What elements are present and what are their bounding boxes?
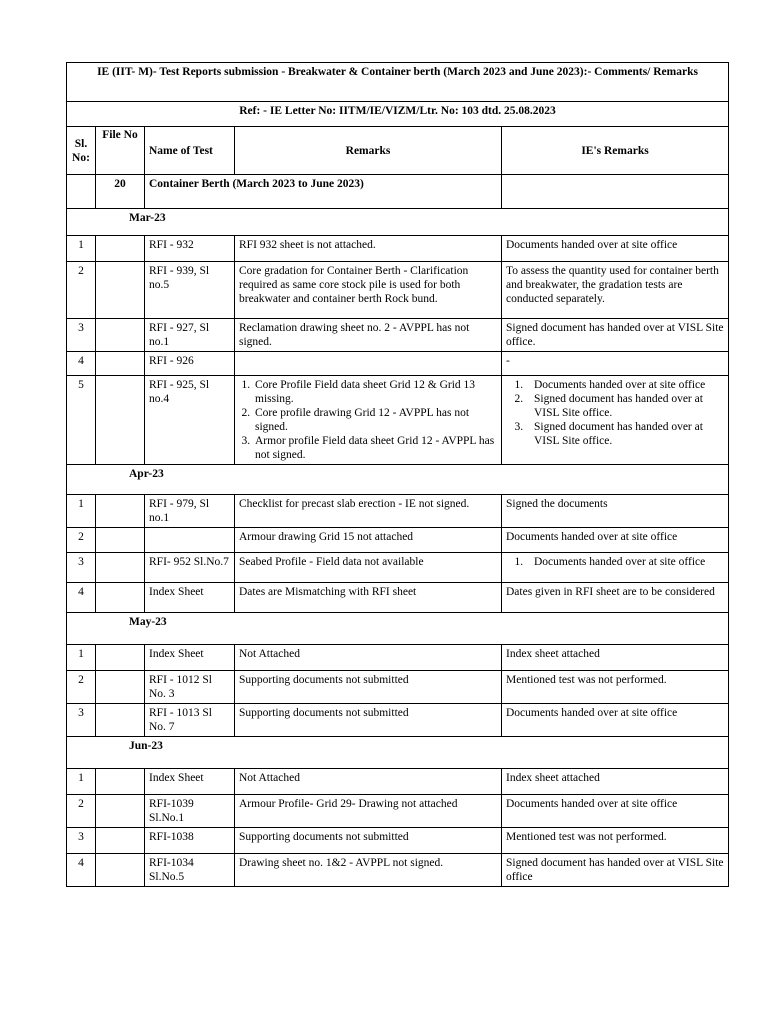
header-sl-no: Sl. No: <box>67 127 96 175</box>
ie-remarks-cell: Documents handed over at site office <box>502 704 729 737</box>
list-item: 1. Documents handed over at site office <box>526 378 724 392</box>
sl-cell: 4 <box>67 352 96 376</box>
table-row <box>67 376 729 465</box>
table-row <box>67 352 729 376</box>
file-cell <box>96 262 145 319</box>
month-row <box>67 209 729 236</box>
list-item: 1. Documents handed over at site office <box>526 555 724 569</box>
file-cell <box>96 854 145 887</box>
file-cell <box>96 236 145 262</box>
remarks-table <box>66 62 729 887</box>
test-name-cell: RFI - 979, Sl no.1 <box>145 495 235 528</box>
remarks-cell: Dates are Mismatching with RFI sheet <box>235 583 502 613</box>
test-name-cell: RFI - 925, Sl no.4 <box>145 376 235 465</box>
month-row <box>67 613 729 645</box>
test-name-cell <box>145 528 235 553</box>
ie-remarks-cell: - <box>502 352 729 376</box>
test-name-cell: RFI - 1013 Sl No. 7 <box>145 704 235 737</box>
section-file-no: 20 <box>96 175 145 209</box>
sl-cell: 2 <box>67 528 96 553</box>
file-cell <box>96 645 145 671</box>
test-name-cell: RFI - 932 <box>145 236 235 262</box>
remarks-cell: Supporting documents not submitted <box>235 828 502 854</box>
numbered-list <box>506 378 724 448</box>
file-cell <box>96 583 145 613</box>
sl-cell: 1 <box>67 645 96 671</box>
test-name-cell: RFI-1039 Sl.No.1 <box>145 795 235 828</box>
remarks-cell: Supporting documents not submitted <box>235 704 502 737</box>
ie-remarks-cell <box>502 553 729 583</box>
test-name-cell: Index Sheet <box>145 583 235 613</box>
table-row <box>67 671 729 704</box>
sl-cell: 4 <box>67 583 96 613</box>
section-name: Container Berth (March 2023 to June 2023) <box>145 175 502 209</box>
test-name-cell: RFI- 952 Sl.No.7 <box>145 553 235 583</box>
ie-remarks-cell: Mentioned test was not performed. <box>502 828 729 854</box>
table-row <box>67 528 729 553</box>
sl-cell: 3 <box>67 704 96 737</box>
remarks-cell: Seabed Profile - Field data not available <box>235 553 502 583</box>
test-name-cell: RFI - 1012 Sl No. 3 <box>145 671 235 704</box>
table-row <box>67 769 729 795</box>
month-row <box>67 465 729 495</box>
file-cell <box>96 704 145 737</box>
ie-remarks-cell: Signed document has handed over at VISL Site office. <box>502 319 729 352</box>
test-name-cell: RFI-1038 <box>145 828 235 854</box>
file-cell <box>96 352 145 376</box>
list-item: 2. Core profile drawing Grid 12 - AVPPL has not signed. <box>253 406 497 434</box>
ie-remarks-cell: Index sheet attached <box>502 645 729 671</box>
table-row <box>67 795 729 828</box>
sl-cell: 2 <box>67 671 96 704</box>
file-cell <box>96 319 145 352</box>
numbered-list <box>506 555 724 569</box>
file-cell <box>96 795 145 828</box>
ie-remarks-cell: Signed document has handed over at VISL Site office <box>502 854 729 887</box>
ie-remarks-cell: Signed the documents <box>502 495 729 528</box>
header-file-no: File No <box>96 127 145 175</box>
list-item: 1. Core Profile Field data sheet Grid 12 & Grid 13 missing. <box>253 378 497 406</box>
remarks-cell: Not Attached <box>235 769 502 795</box>
remarks-cell: Checklist for precast slab erection - IE not signed. <box>235 495 502 528</box>
column-header-row <box>67 127 729 175</box>
table-row <box>67 236 729 262</box>
month-heading: Jun-23 <box>67 737 729 769</box>
test-name-cell: Index Sheet <box>145 645 235 671</box>
month-row <box>67 737 729 769</box>
section-row <box>67 175 729 209</box>
title-row <box>67 63 729 102</box>
remarks-cell: Armour drawing Grid 15 not attached <box>235 528 502 553</box>
sl-cell: 1 <box>67 495 96 528</box>
file-cell <box>96 553 145 583</box>
sl-cell: 4 <box>67 854 96 887</box>
table-row <box>67 645 729 671</box>
list-item: 2. Signed document has handed over at VISL Site office. <box>526 392 724 420</box>
header-ie-remarks: IE's Remarks <box>502 127 729 175</box>
remarks-cell: Not Attached <box>235 645 502 671</box>
sl-cell: 2 <box>67 262 96 319</box>
remarks-cell: Reclamation drawing sheet no. 2 - AVPPL has not signed. <box>235 319 502 352</box>
ie-remarks-cell: Documents handed over at site office <box>502 795 729 828</box>
remarks-cell <box>235 352 502 376</box>
file-cell <box>96 495 145 528</box>
remarks-cell: Core gradation for Container Berth - Clarification required as same core stock pile is used for both breakwater and container berth Rock bund. <box>235 262 502 319</box>
ie-remarks-cell: Documents handed over at site office <box>502 528 729 553</box>
sl-cell: 3 <box>67 319 96 352</box>
header-name-of-test: Name of Test <box>145 127 235 175</box>
remarks-cell: Armour Profile- Grid 29- Drawing not attached <box>235 795 502 828</box>
file-cell <box>96 376 145 465</box>
table-row <box>67 553 729 583</box>
remarks-cell <box>235 376 502 465</box>
file-cell <box>96 671 145 704</box>
ref-row <box>67 102 729 127</box>
sl-cell: 1 <box>67 769 96 795</box>
test-name-cell: RFI-1034 Sl.No.5 <box>145 854 235 887</box>
file-cell <box>96 828 145 854</box>
remarks-cell: RFI 932 sheet is not attached. <box>235 236 502 262</box>
ie-remarks-cell: To assess the quantity used for container berth and breakwater, the gradation tests are conducted separately. <box>502 262 729 319</box>
test-name-cell: RFI - 927, Sl no.1 <box>145 319 235 352</box>
table-row <box>67 704 729 737</box>
test-name-cell: Index Sheet <box>145 769 235 795</box>
table-row <box>67 262 729 319</box>
reference-line: Ref: - IE Letter No: IITM/IE/VIZM/Ltr. No: 103 dtd. 25.08.2023 <box>67 102 729 127</box>
table-row <box>67 495 729 528</box>
document-title: IE (IIT- M)- Test Reports submission - Breakwater & Container berth (March 2023 and June 2023):- Comments/ Remarks <box>67 63 729 102</box>
sl-cell: 3 <box>67 553 96 583</box>
ie-remarks-cell <box>502 376 729 465</box>
list-item: 3. Signed document has handed over at VISL Site office. <box>526 420 724 448</box>
remarks-cell: Drawing sheet no. 1&2 - AVPPL not signed. <box>235 854 502 887</box>
month-heading: Apr-23 <box>67 465 729 495</box>
numbered-list <box>239 378 497 462</box>
month-heading: Mar-23 <box>67 209 729 236</box>
sl-cell: 1 <box>67 236 96 262</box>
table-row <box>67 854 729 887</box>
ie-remarks-cell: Documents handed over at site office <box>502 236 729 262</box>
sl-cell: 5 <box>67 376 96 465</box>
ie-remarks-cell: Mentioned test was not performed. <box>502 671 729 704</box>
ie-remarks-cell: Index sheet attached <box>502 769 729 795</box>
table-row <box>67 583 729 613</box>
sl-cell: 2 <box>67 795 96 828</box>
table-row <box>67 828 729 854</box>
file-cell <box>96 769 145 795</box>
ie-remarks-cell: Dates given in RFI sheet are to be considered <box>502 583 729 613</box>
sl-cell: 3 <box>67 828 96 854</box>
test-name-cell: RFI - 926 <box>145 352 235 376</box>
table-row <box>67 319 729 352</box>
month-heading: May-23 <box>67 613 729 645</box>
test-name-cell: RFI - 939, Sl no.5 <box>145 262 235 319</box>
list-item: 3. Armor profile Field data sheet Grid 12 - AVPPL has not signed. <box>253 434 497 462</box>
remarks-cell: Supporting documents not submitted <box>235 671 502 704</box>
header-remarks: Remarks <box>235 127 502 175</box>
file-cell <box>96 528 145 553</box>
